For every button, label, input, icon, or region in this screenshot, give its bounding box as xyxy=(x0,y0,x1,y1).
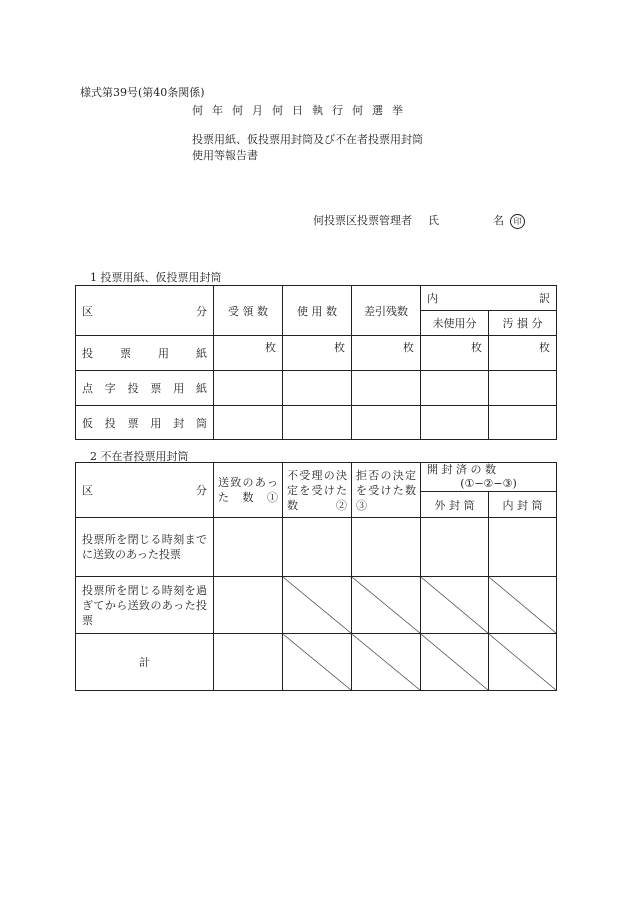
received-header: 受 領 数 xyxy=(214,286,283,336)
table-row xyxy=(76,406,557,440)
signature-line xyxy=(313,212,525,229)
row-label: 仮 投 票 用 封 筒 xyxy=(76,406,214,440)
absentee-envelope-table xyxy=(75,462,557,691)
section1-title: 1 投票用紙、仮投票用封筒 xyxy=(90,271,222,284)
outer-envelope-header: 外 封 筒 xyxy=(421,492,489,518)
row-label: 投票所を閉じる時刻までに送致のあった投票 xyxy=(76,518,214,577)
diagonal-cell xyxy=(489,634,557,691)
document-title-line1: 投票用紙、仮投票用封筒及び不在者投票用封筒 xyxy=(192,133,423,146)
total-label: 計 xyxy=(76,634,214,691)
used-header: 使 用 数 xyxy=(283,286,352,336)
signature-mei: 名 xyxy=(493,214,504,227)
unused-cell: 枚 xyxy=(421,336,489,371)
rejected-header: 不受理の決定を受けた数② xyxy=(283,463,352,518)
ballot-paper-table xyxy=(75,285,557,440)
inner-envelope-header: 内 封 筒 xyxy=(489,492,557,518)
used-cell: 枚 xyxy=(283,336,352,371)
diagonal-cell xyxy=(489,577,557,634)
breakdown-header: 内 訳 xyxy=(421,286,557,311)
unused-header: 未使用分 xyxy=(421,311,489,336)
diagonal-cell xyxy=(283,577,352,634)
signature-role: 何投票区投票管理者 xyxy=(313,214,412,227)
received-cell: 枚 xyxy=(214,336,283,371)
table-row xyxy=(76,518,557,577)
election-line: 何年何月何日執行何選挙 xyxy=(192,104,412,117)
diagonal-cell xyxy=(352,577,421,634)
form-number: 様式第39号(第40条関係) xyxy=(80,86,205,99)
table-row xyxy=(76,634,557,691)
table-row xyxy=(76,336,557,371)
seal-icon: 印 xyxy=(510,214,525,229)
diagonal-cell xyxy=(283,634,352,691)
table-row xyxy=(76,371,557,406)
remaining-cell: 枚 xyxy=(352,336,421,371)
delivered-header: 送致のあった数① xyxy=(214,463,283,518)
kubun-header: 区 分 xyxy=(76,463,214,518)
diagonal-cell xyxy=(352,634,421,691)
signature-shi: 氏 xyxy=(428,214,439,227)
diagonal-cell xyxy=(421,577,489,634)
refused-header: 拒否の決定を受けた数 ③ xyxy=(352,463,421,518)
row-label: 投 票 用 紙 xyxy=(76,336,214,371)
remaining-header: 差引残数 xyxy=(352,286,421,336)
damaged-cell: 枚 xyxy=(489,336,557,371)
document-title-line2: 使用等報告書 xyxy=(192,149,258,162)
opened-header: 開 封 済 の 数 (①−②−③) xyxy=(421,463,557,492)
row-label: 投票所を閉じる時刻を過ぎてから送致のあった投票 xyxy=(76,577,214,634)
row-label: 点 字 投 票 用 紙 xyxy=(76,371,214,406)
diagonal-cell xyxy=(421,634,489,691)
section2-title: 2 不在者投票用封筒 xyxy=(90,450,189,463)
damaged-header: 汚 損 分 xyxy=(489,311,557,336)
table-row xyxy=(76,577,557,634)
kubun-header: 区 分 xyxy=(76,286,214,336)
